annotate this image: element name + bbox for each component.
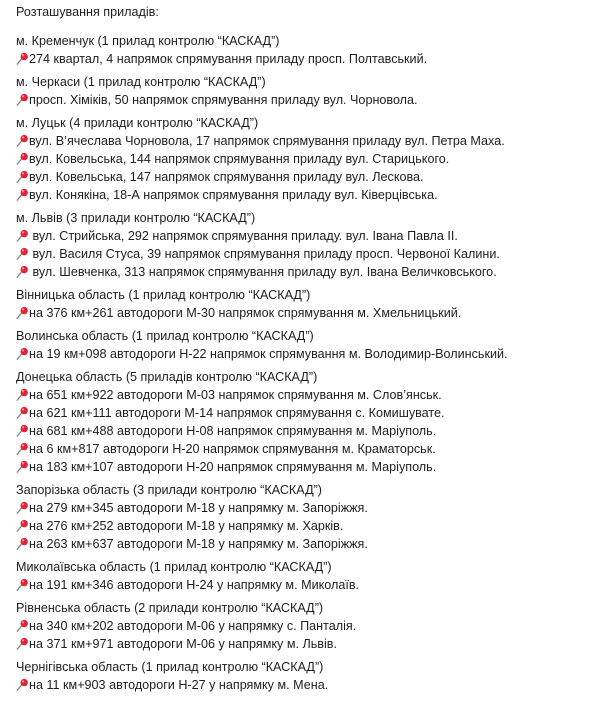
location-item xyxy=(16,186,593,204)
location-item xyxy=(16,617,593,635)
location-item xyxy=(16,168,593,186)
item-text: на 651 км+922 автодороги М-03 напрямок спрямування м. Слов’янськ. xyxy=(29,388,442,402)
location-item xyxy=(16,535,593,553)
round-pushpin-icon xyxy=(16,519,29,532)
item-text: вул. Конякіна, 18-А напрямок спрямування приладу вул. Ківерцівська. xyxy=(29,188,438,202)
round-pushpin-icon xyxy=(16,678,29,691)
location-item xyxy=(16,263,593,281)
round-pushpin-icon xyxy=(16,619,29,632)
location-item xyxy=(16,440,593,458)
round-pushpin-icon xyxy=(16,537,29,550)
round-pushpin-icon xyxy=(16,347,29,360)
group-header: Волинська область (1 прилад контролю “КАСКАД”) xyxy=(16,329,314,343)
location-item xyxy=(16,386,593,404)
item-text: на 183 км+107 автодороги Н-20 напрямок спрямування м. Маріуполь. xyxy=(29,460,437,474)
item-text: на 340 км+202 автодороги М-06 у напрямку с. Панталія. xyxy=(29,619,357,633)
round-pushpin-icon xyxy=(16,442,29,455)
location-item xyxy=(16,91,593,109)
round-pushpin-icon xyxy=(16,229,29,242)
item-text: просп. Хіміків, 50 напрямок спрямування приладу вул. Чорновола. xyxy=(29,93,418,107)
group-header: Вінницька область (1 прилад контролю “КАСКАД”) xyxy=(16,288,311,302)
item-text: вул. В’ячеслава Чорновола, 17 напрямок спрямування приладу вул. Петра Маха. xyxy=(29,134,505,148)
round-pushpin-icon xyxy=(16,265,29,278)
group-header: м. Луцьк (4 прилади контролю “КАСКАД”) xyxy=(16,116,259,130)
location-item xyxy=(16,517,593,535)
item-text: на 263 км+637 автодороги М-18 у напрямку м. Запоріжжя. xyxy=(29,537,368,551)
round-pushpin-icon xyxy=(16,406,29,419)
item-text: вул. Ковельська, 144 напрямок спрямування приладу вул. Старицького. xyxy=(29,152,450,166)
round-pushpin-icon xyxy=(16,247,29,260)
item-text: вул. Василя Стуса, 39 напрямок спрямування приладу просп. Червоної Калини. xyxy=(32,247,500,261)
location-item xyxy=(16,345,593,363)
item-text: на 6 км+817 автодороги Н-20 напрямок спрямування м. Краматорськ. xyxy=(29,442,436,456)
item-text: вул. Ковельська, 147 напрямок спрямування приладу вул. Лескова. xyxy=(29,170,424,184)
item-text: на 621 км+111 автодороги М-14 напрямок спрямування с. Комишувате. xyxy=(29,406,445,420)
item-text: на 19 км+098 автодороги Н-22 напрямок спрямування м. Володимир-Волинський. xyxy=(29,347,508,361)
round-pushpin-icon xyxy=(16,52,29,65)
group-header: Миколаївська область (1 прилад контролю “КАСКАД”) xyxy=(16,560,332,574)
round-pushpin-icon xyxy=(16,306,29,319)
location-group xyxy=(16,368,593,476)
round-pushpin-icon xyxy=(16,578,29,591)
location-item xyxy=(16,304,593,322)
group-header: Донецька область (5 приладів контролю “КАСКАД”) xyxy=(16,370,318,384)
location-group xyxy=(16,327,593,363)
location-group xyxy=(16,658,593,694)
location-group xyxy=(16,599,593,653)
location-item xyxy=(16,150,593,168)
location-item xyxy=(16,132,593,150)
item-text: на 376 км+261 автодороги М-30 напрямок спрямування м. Хмельницький. xyxy=(29,306,462,320)
item-text: 274 квартал, 4 напрямок спрямування приладу просп. Полтавський. xyxy=(29,52,428,66)
location-item xyxy=(16,404,593,422)
round-pushpin-icon xyxy=(16,152,29,165)
location-group xyxy=(16,32,593,68)
round-pushpin-icon xyxy=(16,501,29,514)
location-group xyxy=(16,286,593,322)
item-text: на 681 км+488 автодороги Н-08 напрямок спрямування м. Маріуполь. xyxy=(29,424,437,438)
location-groups xyxy=(16,32,593,694)
group-header: м. Львів (3 прилади контролю “КАСКАД”) xyxy=(16,211,256,225)
location-group xyxy=(16,209,593,281)
location-item xyxy=(16,422,593,440)
location-group xyxy=(16,558,593,594)
item-text: на 191 км+346 автодороги Н-24 у напрямку м. Миколаїв. xyxy=(29,578,360,592)
item-text: вул. Стрийська, 292 напрямок спрямування приладу. вул. Івана Павла ІІ. xyxy=(32,229,458,243)
round-pushpin-icon xyxy=(16,424,29,437)
round-pushpin-icon xyxy=(16,637,29,650)
location-list-document xyxy=(16,3,593,694)
group-header: м. Черкаси (1 прилад контролю “КАСКАД”) xyxy=(16,75,266,89)
item-text: вул. Шевченка, 313 напрямок спрямування приладу вул. Івана Величковського. xyxy=(32,265,497,279)
round-pushpin-icon xyxy=(16,93,29,106)
location-group xyxy=(16,114,593,204)
group-header: м. Кременчук (1 прилад контролю “КАСКАД”) xyxy=(16,34,280,48)
location-group xyxy=(16,73,593,109)
location-item xyxy=(16,576,593,594)
location-item xyxy=(16,245,593,263)
location-group xyxy=(16,481,593,553)
location-item xyxy=(16,458,593,476)
item-text: на 371 км+971 автодороги М-06 у напрямку м. Львів. xyxy=(29,637,337,651)
group-header: Рівненська область (2 прилади контролю “КАСКАД”) xyxy=(16,601,324,615)
group-header: Запорізька область (3 прилади контролю “КАСКАД”) xyxy=(16,483,323,497)
round-pushpin-icon xyxy=(16,388,29,401)
location-item xyxy=(16,499,593,517)
group-header: Чернігівська область (1 прилад контролю “КАСКАД”) xyxy=(16,660,324,674)
location-item xyxy=(16,676,593,694)
location-item xyxy=(16,227,593,245)
round-pushpin-icon xyxy=(16,460,29,473)
round-pushpin-icon xyxy=(16,188,29,201)
location-item xyxy=(16,50,593,68)
round-pushpin-icon xyxy=(16,134,29,147)
location-item xyxy=(16,635,593,653)
item-text: на 279 км+345 автодороги М-18 у напрямку м. Запоріжжя. xyxy=(29,501,368,515)
document-title: Розташування приладів: xyxy=(16,5,159,19)
item-text: на 276 км+252 автодороги М-18 у напрямку м. Харків. xyxy=(29,519,344,533)
item-text: на 11 км+903 автодороги Н-27 у напрямку м. Мена. xyxy=(29,678,329,692)
round-pushpin-icon xyxy=(16,170,29,183)
